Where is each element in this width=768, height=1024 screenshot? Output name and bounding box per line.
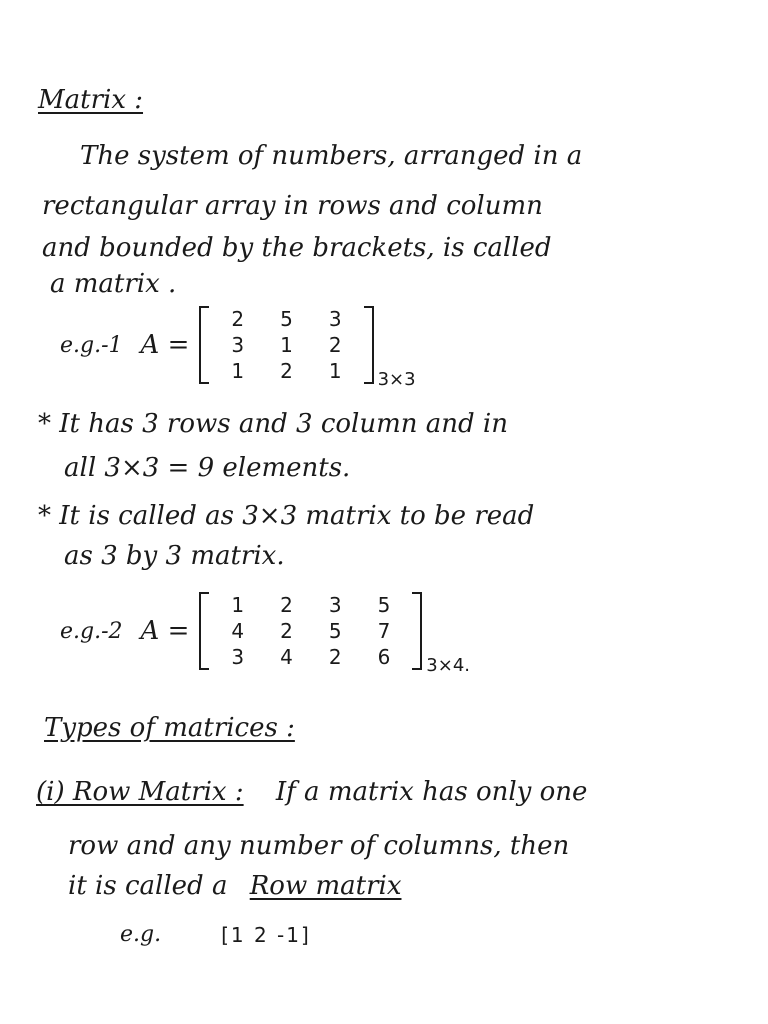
definition-line-2: rectangular array in rows and column xyxy=(42,191,543,221)
row-matrix-example-value: [1 2 -1] xyxy=(221,922,311,947)
bullet-line-4: as 3 by 3 matrix. xyxy=(64,541,285,571)
heading-matrix: Matrix : xyxy=(38,85,144,115)
row-matrix-text-3-prefix: it is called a xyxy=(68,871,228,901)
definition-line-4: a matrix . xyxy=(50,269,177,299)
example-1-order: 3×3 xyxy=(377,369,416,390)
matrix-cell: 3 xyxy=(231,645,245,669)
row-matrix-term: Row matrix xyxy=(249,871,402,901)
matrix-cell: 3 xyxy=(328,307,342,331)
example-2 xyxy=(60,592,471,676)
row-matrix-text-1: If a matrix has only one xyxy=(275,777,588,807)
matrix-cell: 5 xyxy=(377,593,391,617)
matrix-cell: 4 xyxy=(231,619,245,643)
matrix-cell: 2 xyxy=(231,307,245,331)
matrix-cell: 1 xyxy=(280,333,293,357)
example-2-label: e.g.-2 xyxy=(60,618,123,644)
bullet-line-3: * It is called as 3×3 matrix to be read xyxy=(38,501,535,531)
row-matrix-line-1 xyxy=(36,776,587,808)
example-2-order: 3×4. xyxy=(426,655,471,676)
bullet-line-2: all 3×3 = 9 elements. xyxy=(64,453,351,483)
matrix-cell: 7 xyxy=(377,619,391,643)
example-1-matrix xyxy=(199,306,373,384)
matrix-cell: 6 xyxy=(377,645,391,669)
row-matrix-line-3 xyxy=(68,870,401,902)
definition-line-3: and bounded by the brackets, is called xyxy=(42,233,552,263)
matrix-cell: 5 xyxy=(328,619,342,643)
example-1-lhs: A = xyxy=(140,330,190,360)
example-1-label: e.g.-1 xyxy=(60,332,123,358)
matrix-cell: 2 xyxy=(280,359,293,383)
matrix-cell: 2 xyxy=(280,593,293,617)
matrix-cell: 1 xyxy=(328,359,342,383)
row-matrix-example-label: e.g. xyxy=(120,922,162,947)
matrix-cell: 5 xyxy=(280,307,293,331)
row-matrix-title: (i) Row Matrix : xyxy=(36,777,244,807)
types-heading: Types of matrices : xyxy=(44,713,295,743)
matrix-cell: 1 xyxy=(231,359,245,383)
matrix-cell: 4 xyxy=(280,645,293,669)
matrix-cell: 1 xyxy=(231,593,245,617)
matrix-cell: 2 xyxy=(328,645,342,669)
matrix-cell: 3 xyxy=(231,333,245,357)
example-2-lhs: A = xyxy=(140,616,190,646)
matrix-cell: 2 xyxy=(328,333,342,357)
bullet-line-1: * It has 3 rows and 3 column and in xyxy=(38,409,508,439)
example-1 xyxy=(60,306,416,390)
row-matrix-example xyxy=(120,922,311,947)
example-2-matrix xyxy=(199,592,422,670)
matrix-cell: 2 xyxy=(280,619,293,643)
row-matrix-line-2: row and any number of columns, then xyxy=(68,831,570,861)
definition-line-1: The system of numbers, arranged in a xyxy=(80,141,583,171)
matrix-cell: 3 xyxy=(328,593,342,617)
